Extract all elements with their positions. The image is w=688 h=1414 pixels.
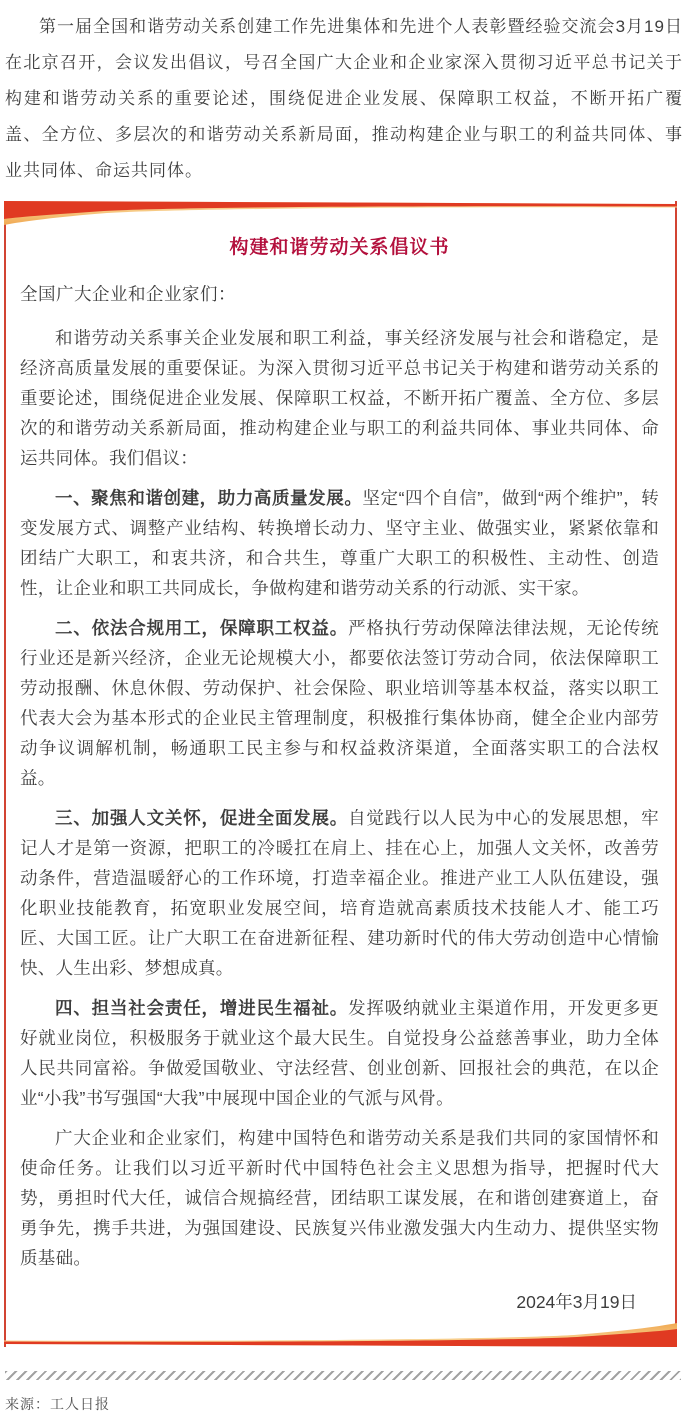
- paragraph-text: 广大企业和企业家们，构建中国特色和谐劳动关系是我们共同的家国情怀和使命任务。让我们以习近平新时代中国特色社会主义思想为指导，把握时代大势，勇担时代大任，诚信合规搞经营，团结职工谋发展，在和谐创建赛道上，奋勇争先，携手共进，为强国建设、民族复兴伟业激发强大内生动力、提供坚实物质基础。: [20, 1128, 659, 1268]
- hatched-divider: [5, 1371, 681, 1380]
- paragraph-item-3: [20, 803, 659, 983]
- proposal-title: 构建和谐劳动关系倡议书: [229, 237, 450, 258]
- corner-swoosh-decoration-bottom: [4, 1323, 677, 1347]
- paragraph-closing: [20, 1123, 659, 1273]
- paragraph-opening: [20, 323, 659, 473]
- salutation: 全国广大企业和企业家们：: [20, 284, 236, 304]
- proposal-card: [4, 201, 677, 1347]
- paragraph-item-4: [20, 993, 659, 1113]
- paragraph-lead: 四、担当社会责任，增进民生福祉。: [55, 998, 349, 1018]
- paragraph-text: 自觉践行以人民为中心的发展思想，牢记人才是第一资源，把职工的冷暖扛在肩上、挂在心上，加强人文关怀，改善劳动条件，营造温暖舒心的工作环境，打造幸福企业。推进产业工人队伍建设，强化职业技能教育，拓宽职业发展空间，培育造就高素质技术技能人才、能工巧匠、大国工匠。让广大职工在奋进新征程、建功新时代的伟大劳动创造中心情愉快、人生出彩、梦想成真。: [20, 808, 659, 978]
- corner-swoosh-decoration-top: [4, 201, 677, 225]
- paragraph-lead: 一、聚焦和谐创建，助力高质量发展。: [55, 488, 363, 508]
- paragraph-text: 和谐劳动关系事关企业发展和职工利益，事关经济发展与社会和谐稳定，是经济高质量发展的重要保证。为深入贯彻习近平总书记关于构建和谐劳动关系的重要论述，围绕促进企业发展、保障职工权益，不断开拓广覆盖、全方位、多层次的和谐劳动关系新局面，推动构建企业与职工的利益共同体、事业共同体、命运共同体。我们倡议：: [20, 328, 659, 468]
- paragraph-item-1: [20, 483, 659, 603]
- paragraph-text: 严格执行劳动保障法律法规，无论传统行业还是新兴经济，企业无论规模大小，都要依法签订劳动合同，依法保障职工劳动报酬、休息休假、劳动保护、社会保险、职业培训等基本权益，落实以职工代表大会为基本形式的企业民主管理制度，积极推行集体协商，健全企业内部劳动争议调解机制，畅通职工民主参与和权益救济渠道，全面落实职工的合法权益。: [20, 618, 659, 788]
- paragraph-text: 坚定“四个自信”，做到“两个维护”，转变发展方式、调整产业结构、转换增长动力、坚守主业、做强实业，紧紧依靠和团结广大职工，和衷共济，和合共生，尊重广大职工的积极性、主动性、创造性，让企业和职工共同成长，争做构建和谐劳动关系的行动派、实干家。: [20, 488, 659, 598]
- source-attribution: 来源：工人日报: [5, 1396, 110, 1412]
- paragraph-text: 发挥吸纳就业主渠道作用，开发更多更好就业岗位，积极服务于就业这个最大民生。自觉投身公益慈善事业，助力全体人民共同富裕。争做爱国敬业、守法经营、创业创新、回报社会的典范，在以企业“小我”书写强国“大我”中展现中国企业的气派与风骨。: [20, 998, 659, 1108]
- paragraph-lead: 二、依法合规用工，保障职工权益。: [55, 618, 349, 638]
- intro-paragraph: 第一届全国和谐劳动关系创建工作先进集体和先进个人表彰暨经验交流会3月19日在北京召开，会议发出倡议，号召全国广大企业和企业家深入贯彻习近平总书记关于构建和谐劳动关系的重要论述，围绕促进企业发展、保障职工权益，不断开拓广覆盖、全方位、多层次的和谐劳动关系新局面，推动构建企业与职工的利益共同体、事业共同体、命运共同体。: [5, 17, 683, 180]
- paragraph-lead: 三、加强人文关怀，促进全面发展。: [55, 808, 349, 828]
- paragraph-item-2: [20, 613, 659, 793]
- proposal-date: 2024年3月19日: [516, 1292, 637, 1312]
